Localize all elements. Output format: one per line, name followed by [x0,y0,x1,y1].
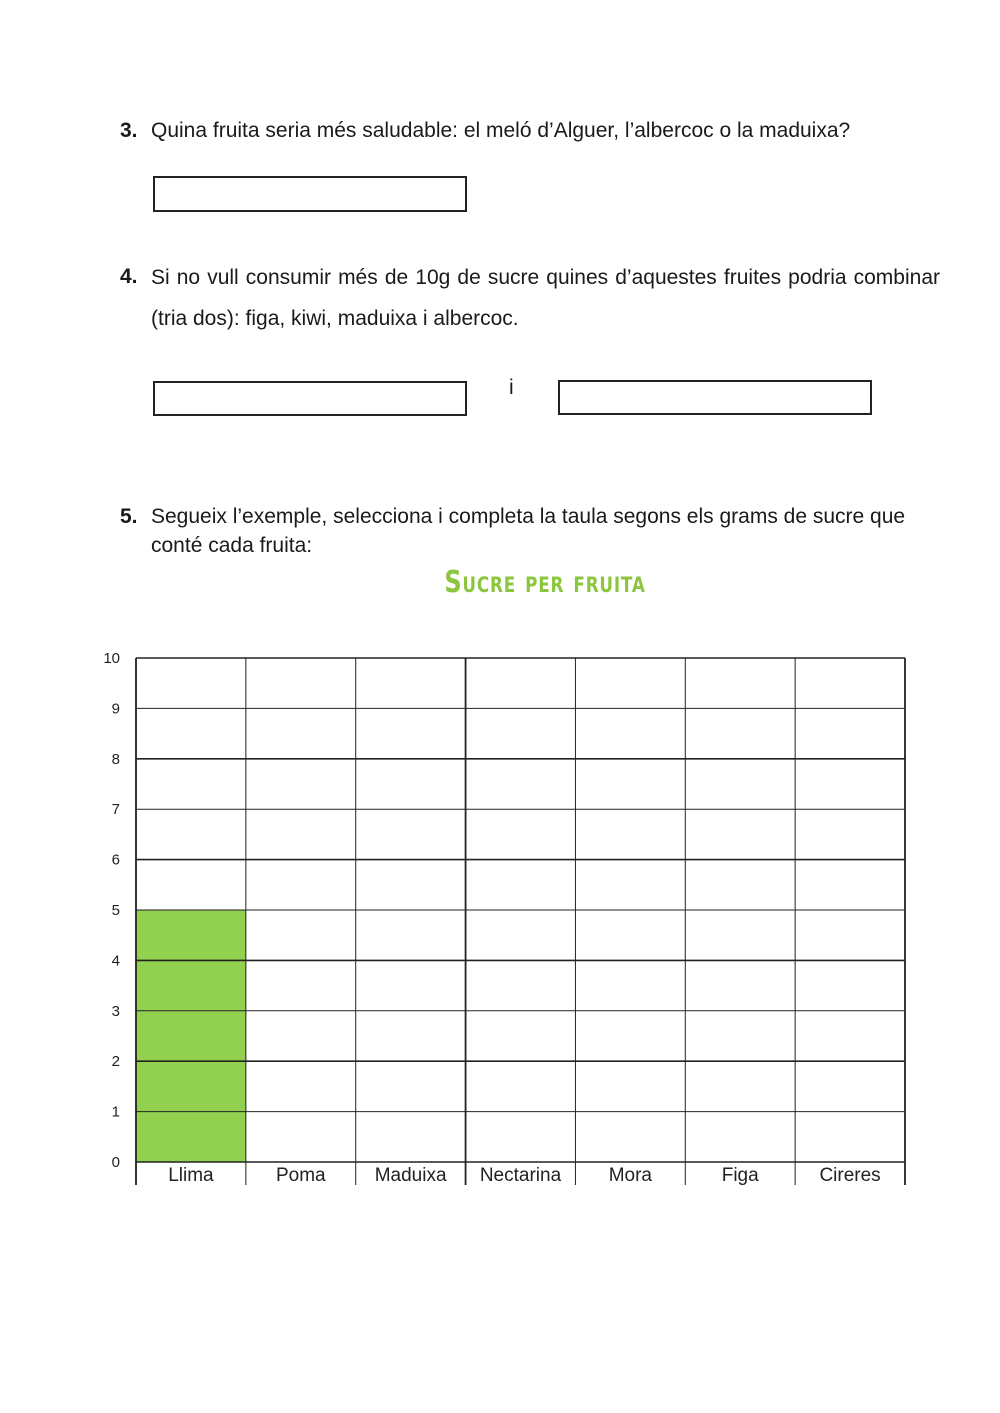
y-tick-label: 7 [111,801,120,819]
y-tick-label: 2 [111,1053,120,1071]
y-tick-label: 10 [103,650,120,667]
answer-joiner: i [509,376,514,399]
sugar-chart [0,640,1000,1200]
question-number: 4. [120,265,138,288]
question-text: Segueix l’exemple, selecciona i completa la taula segons els grams de sucre que conté cada fruita: [151,505,906,557]
answer-box-q4-first[interactable] [153,381,467,416]
question-text: Quina fruita seria més saludable: el meló d’Alguer, l’albercoc o la maduixa? [151,119,851,142]
question-number: 5. [120,505,138,528]
bar-llima [136,910,246,1162]
y-tick-label: 3 [111,1002,120,1020]
category-label-nectarina: Nectarina [479,1165,562,1186]
y-tick-label: 4 [111,952,120,970]
chart-title: Sucre per fruita [444,565,646,600]
category-label-llima: Llima [168,1165,214,1186]
y-tick-label: 8 [111,750,120,768]
y-tick-label: 1 [111,1103,120,1121]
question-text: Si no vull consumir més de 10g de sucre quines d’aquestes fruites podria combinar (tria dos): figa, kiwi, maduixa i albercoc. [151,266,940,330]
category-label-mora: Mora [608,1165,653,1186]
category-label-poma: Poma [275,1165,326,1186]
category-label-maduixa: Maduixa [374,1165,447,1186]
y-tick-label: 0 [111,1154,120,1171]
y-tick-label: 9 [111,700,120,718]
question-number: 3. [120,119,138,142]
y-tick-label: 6 [111,851,120,869]
answer-box-q3[interactable] [153,176,467,212]
answer-box-q4-second[interactable] [558,380,872,415]
category-label-cireres: Cireres [819,1165,881,1186]
category-label-figa: Figa [721,1165,759,1186]
y-tick-label: 5 [111,902,120,919]
